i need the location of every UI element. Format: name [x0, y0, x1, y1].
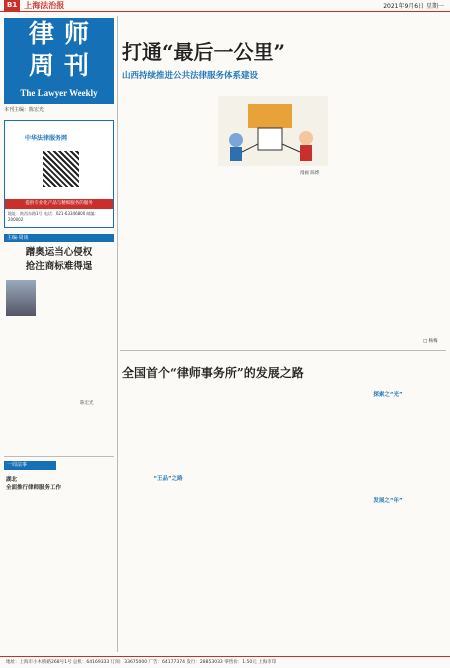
- second-text: [122, 388, 214, 470]
- illustration: [218, 96, 328, 166]
- subsection-heading: “王品”之路: [153, 476, 183, 482]
- column-author: 陈宏光: [80, 401, 94, 406]
- lead-text: [218, 178, 328, 338]
- footer: 地址：上海市小木桥路268号1号 总机：64169333 订阅：33675000 广告：64177374 发行：28853033 零售价：1.50元 上海市印: [0, 656, 450, 668]
- section-title: 律师周刊: [28, 19, 99, 80]
- column-headline: [4, 246, 114, 274]
- section-title-en: The Lawyer Weekly: [20, 88, 98, 98]
- column-text: [40, 280, 112, 320]
- news-headline-region: 湖北: [6, 477, 18, 483]
- second-text: [332, 400, 444, 492]
- advertisement: [4, 120, 114, 228]
- ad-title: 中华法律服务网: [25, 135, 68, 142]
- second-text: [332, 506, 444, 650]
- illustration-caption: 漫画 陈烨: [300, 171, 320, 176]
- masthead: [0, 0, 450, 12]
- page-number: B1: [4, 0, 20, 11]
- newspaper-name: 上海法治报: [24, 0, 65, 10]
- divider: [120, 350, 446, 351]
- news-text: [6, 492, 112, 652]
- divider: [4, 456, 114, 457]
- ad-strip: 提供专业化产品与精细服务的服务: [5, 199, 113, 209]
- news-headline: 全面推行律师服务工作: [6, 485, 62, 491]
- lead-headline: 打通“最后一公里”: [122, 40, 286, 64]
- cartoon-illustration: [218, 96, 328, 166]
- editor-credit: 本刊主编：陈宏光: [4, 107, 45, 113]
- lead-text: [122, 88, 214, 338]
- ad-address: 地址：陕西东路1号 电话：021-63346800 邮编：200002: [8, 211, 99, 222]
- column-tag: 主编·周谈: [4, 234, 114, 242]
- column-text: [6, 322, 112, 398]
- qr-code-icon: [43, 151, 79, 187]
- author-photo: [6, 280, 36, 316]
- column-headline-line2: 抢注商标难得逞: [25, 261, 93, 272]
- column-divider: [117, 16, 118, 652]
- second-text: [122, 484, 214, 650]
- section-banner: [4, 18, 114, 104]
- second-headline: 全国首个“律师事务所”的发展之路: [122, 366, 304, 380]
- issue-date: 2021年9月6日 星期一: [383, 3, 444, 10]
- column-headline-line1: 蹭奥运当心侵权: [25, 247, 93, 258]
- lead-byline: □ 杨梅: [423, 339, 438, 344]
- news-tag: 一周法事: [4, 461, 56, 470]
- lead-subheadline: 山西持续推进公共法律服务体系建设: [122, 71, 259, 81]
- subsection-heading: 探索之“光”: [373, 392, 403, 398]
- lead-text: [332, 92, 444, 338]
- second-text: [218, 388, 328, 650]
- subsection-heading: 发展之“年”: [373, 498, 403, 504]
